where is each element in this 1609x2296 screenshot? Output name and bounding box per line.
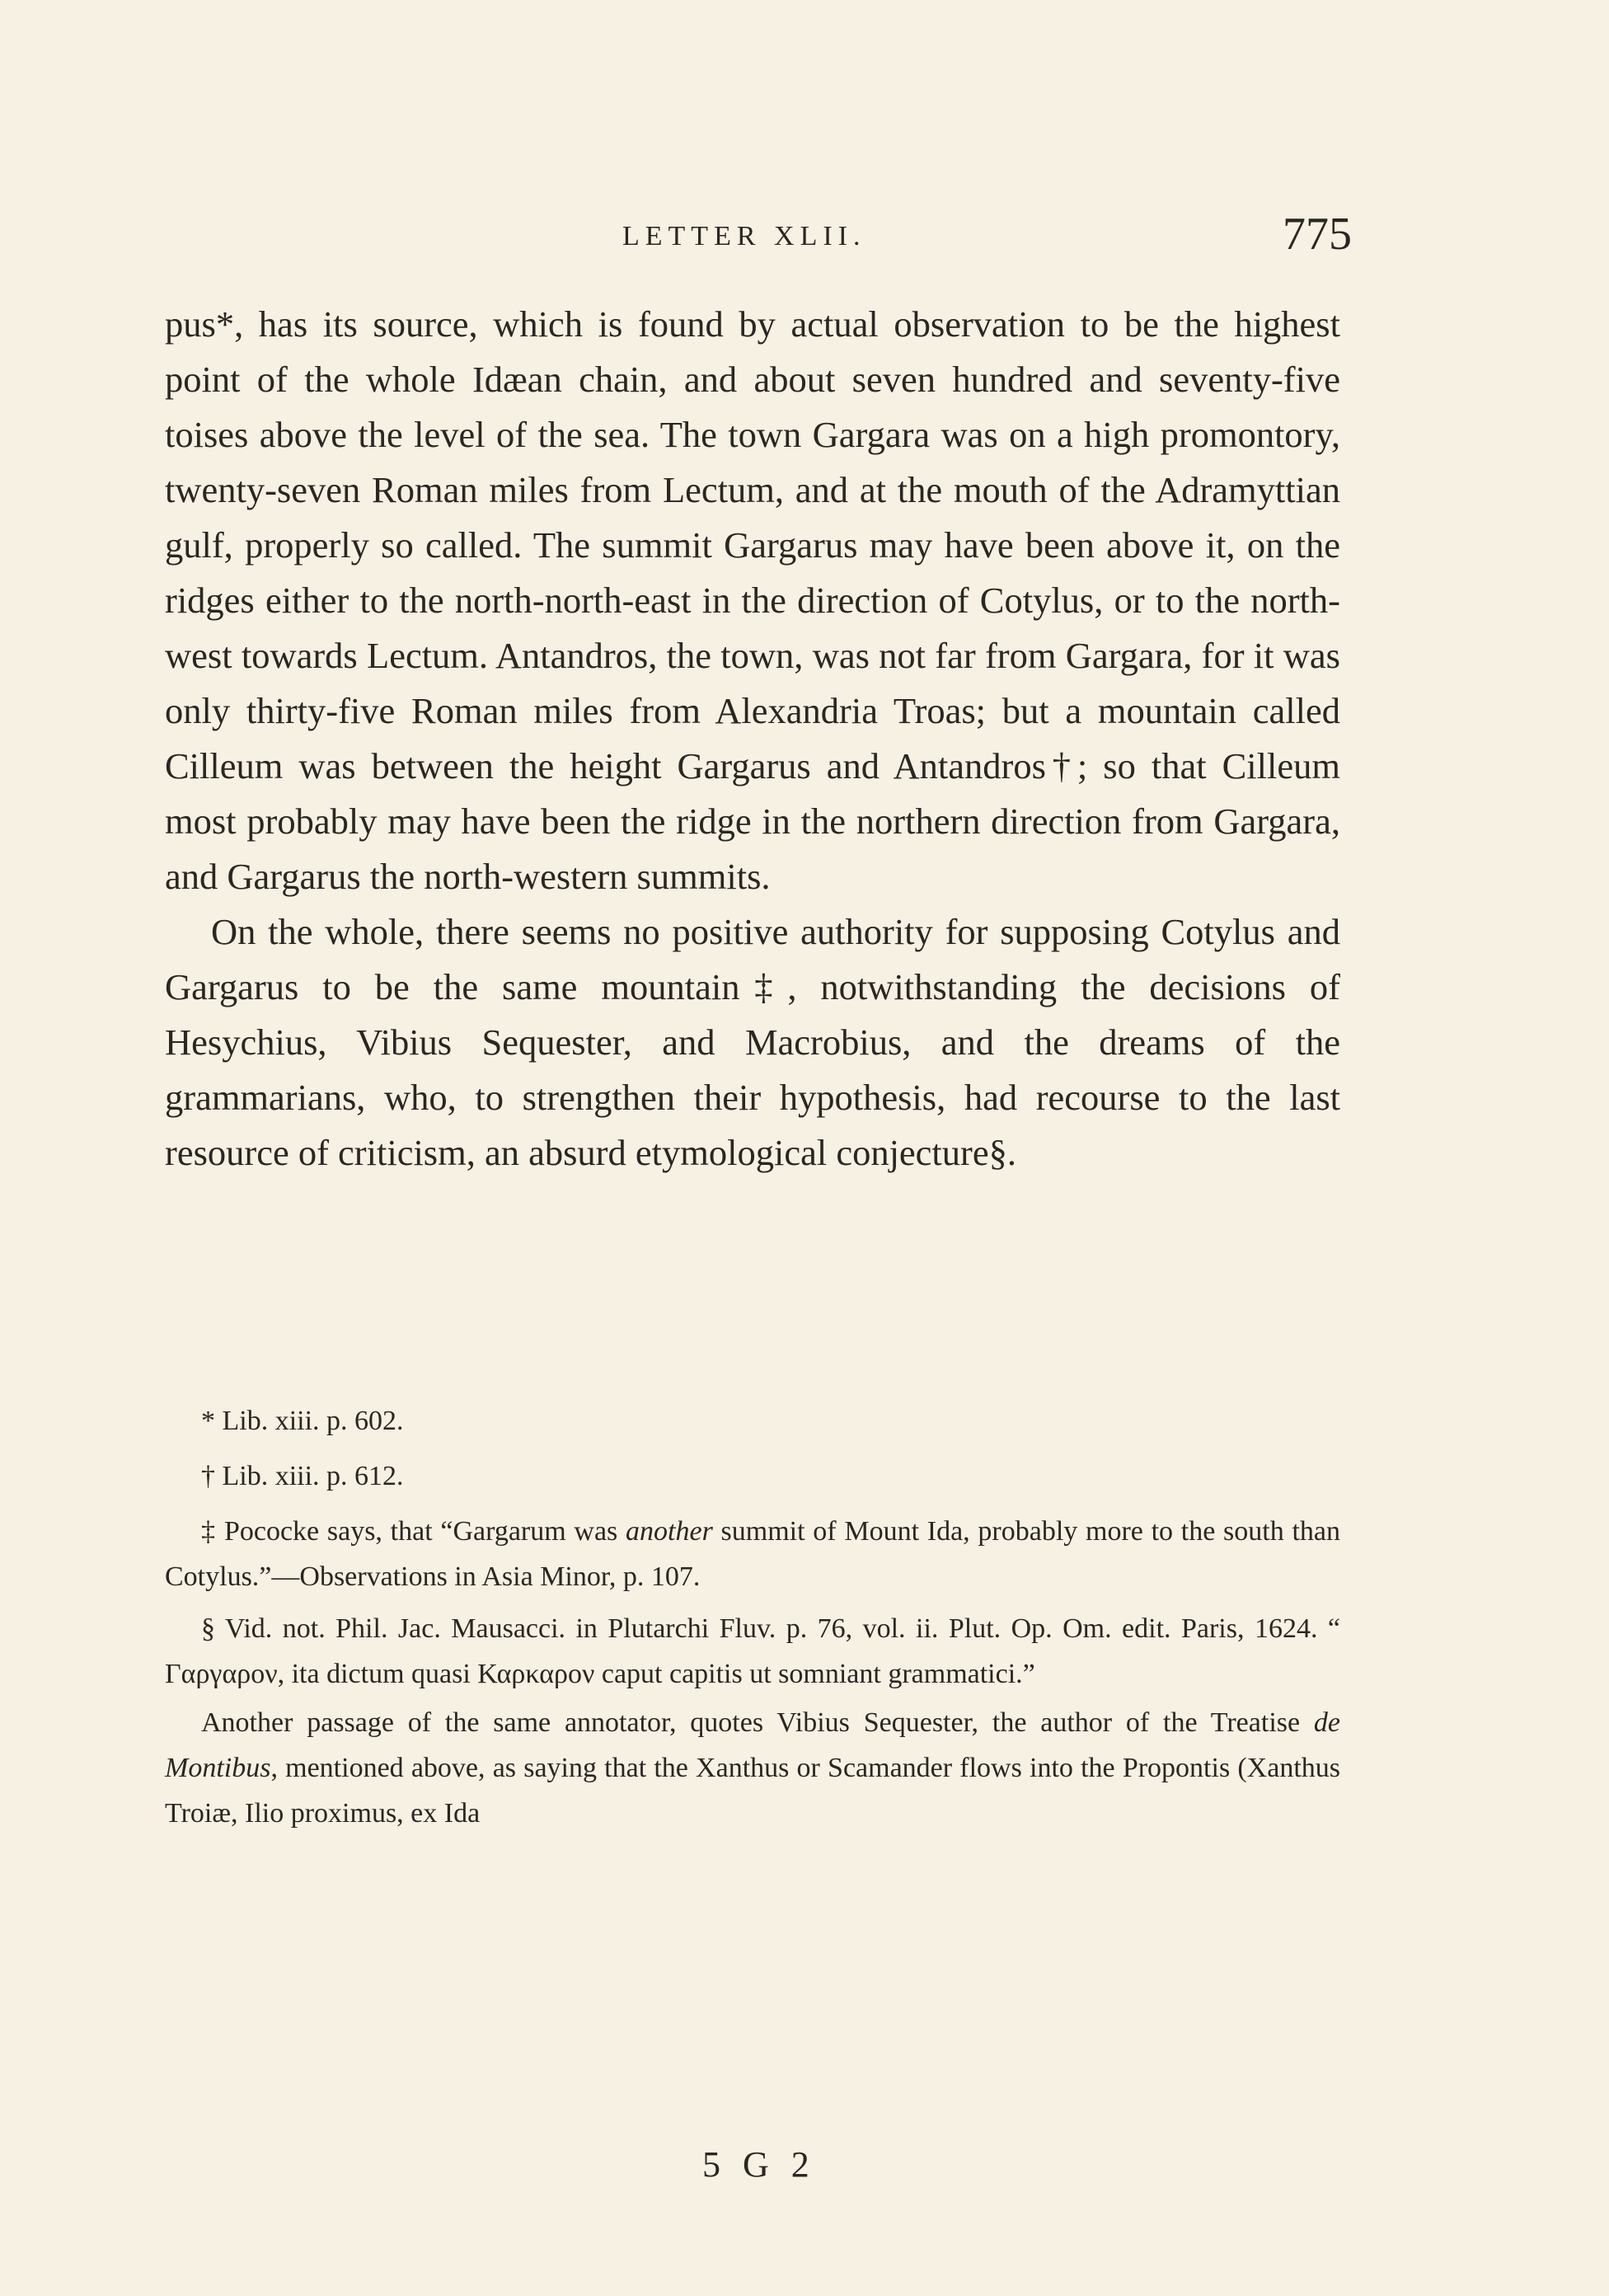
footnote-continuation xyxy=(165,1700,1340,1836)
footnote-continuation-text-a: Another passage of the same annotator, quotes Vibius Sequester, the author of the Treatise xyxy=(201,1707,1314,1738)
footnote-continuation-emphasis: de Montibus xyxy=(165,1707,1340,1783)
footnote-double-dagger xyxy=(165,1509,1340,1599)
footnote-double-dagger-emphasis: another xyxy=(626,1516,713,1547)
running-title: LETTER XLII. xyxy=(622,221,866,251)
footnote-asterisk: * Lib. xiii. p. 602. xyxy=(201,1406,404,1436)
paragraph-1: pus*, has its source, which is found by actual observation to be the highest point of the whole Idæan chain, and about seven hundred and seventy-five toises above the level of the sea. The town Gargara was on a high promontory, twenty-seven Roman miles from Lectum, and at the mouth of the Adramyttian gulf, properly so called. The summit Gargarus may have been above it, on the ridges either to the north-north-east in the direction of Cotylus, or to the north-west towards Lectum. Antandros, the town, was not far from Gargara, for it was only thirty-five Roman miles from Alexandria Troas; but a mountain called Cilleum was between the height Gargarus and Antandros†; so that Cilleum most probably may have been the ridge in the northern direction from Gargara, and Gargarus the north-western summits. xyxy=(165,303,1340,897)
running-head xyxy=(165,204,1352,270)
footnotes xyxy=(165,1398,1340,1843)
signature-mark: 5 G 2 xyxy=(702,2144,816,2185)
page-number: 775 xyxy=(1283,209,1352,260)
footnote-double-dagger-text-b: summit of Mount Ida, probably more to the south than Cotylus.”—Observations in Asia Minor, p. 107. xyxy=(165,1516,1340,1592)
footnote-double-dagger-text-a: ‡ Pococke says, that “Gargarum was xyxy=(201,1516,626,1547)
main-text xyxy=(165,297,1340,1181)
footnote-continuation-text-b: , mentioned above, as saying that the Xanthus or Scamander flows into the Propontis (Xanthus Troiæ, Ilio proximus, ex Ida xyxy=(165,1753,1340,1829)
footnote-dagger: † Lib. xiii. p. 612. xyxy=(201,1461,404,1491)
footnote-section: § Vid. not. Phil. Jac. Mausacci. in Plutarchi Fluv. p. 76, vol. ii. Plut. Op. Om. edit. Paris, 1624. “ Γαργαρον, ita dictum quasi Καρκαρον caput capitis ut somniant grammatici.” xyxy=(165,1613,1340,1689)
paragraph-2: On the whole, there seems no positive authority for supposing Cotylus and Gargarus to be the same mountain‡, notwithstanding the decisions of Hesychius, Vibius Sequester, and Macrobius, and the dreams of the grammarians, who, to strengthen their hypothesis, had recourse to the last resource of criticism, an absurd etymological conjecture§. xyxy=(165,911,1340,1173)
